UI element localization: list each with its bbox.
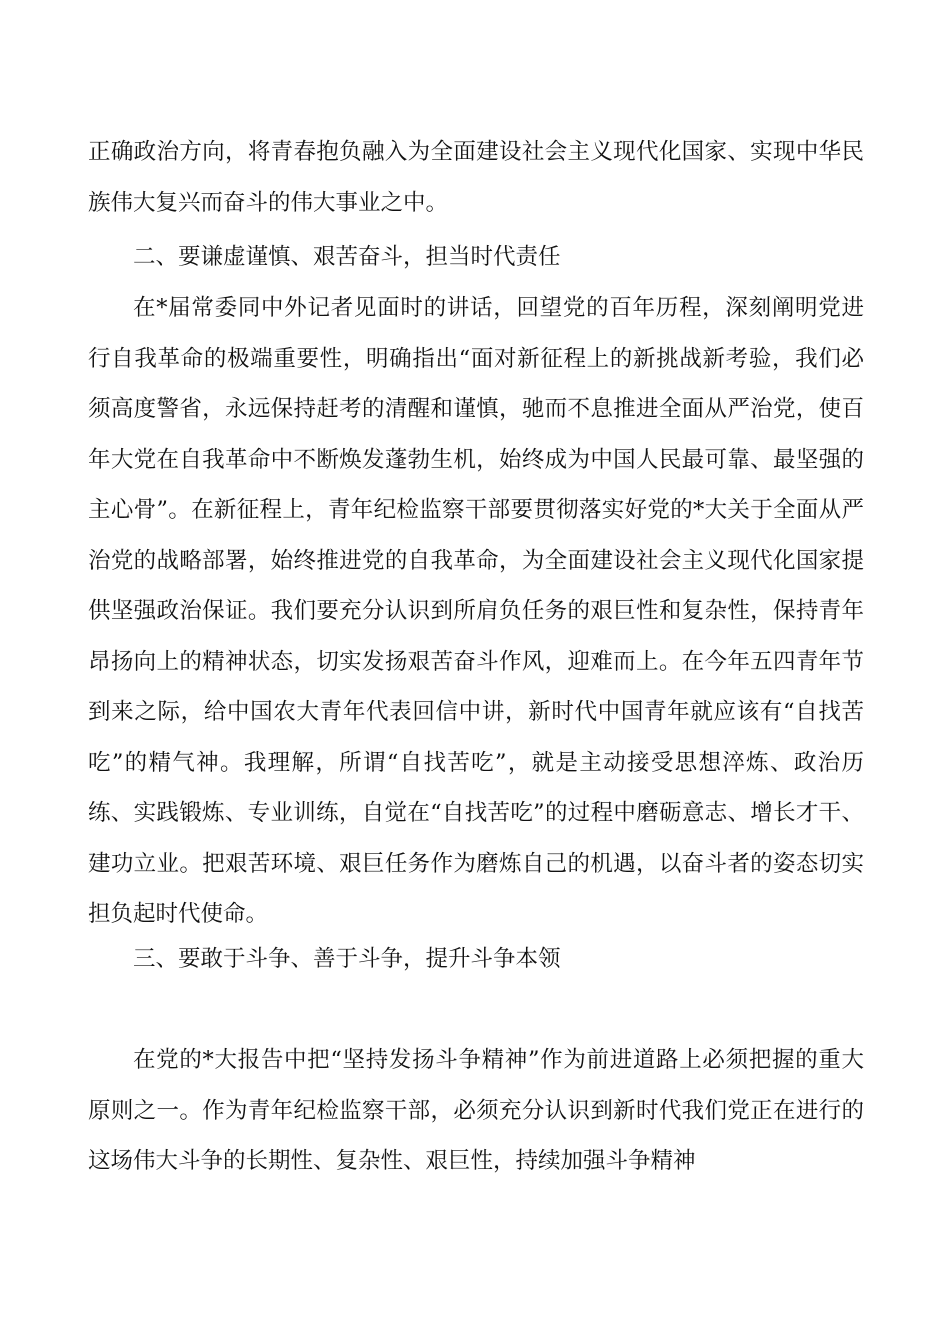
section-heading-3-wrapper [88,934,864,985]
continued-paragraph [88,127,864,228]
section-heading-2: 二、要谦虚谨慎、艰苦奋斗，担当时代责任 [133,244,561,270]
section-heading-2-wrapper [88,232,864,283]
paragraph-text: 在*届常委同中外记者见面时的讲话，回望党的百年历程，深刻阐明党进行自我革命的极端重要性，明确指出“面对新征程上的新挑战新考验，我们必须高度警省，永远保持赶考的清醒和谨慎，驰而不息推进全面从严治党，使百年大党在自我革命中不断焕发蓬勃生机，始终成为中国人民最可靠、最坚强的主心骨”。在新征程上，青年纪检监察干部要贯彻落实好党的*大关于全面从严治党的战略部署，始终推进党的自我革命，为全面建设社会主义现代化国家提供坚强政治保证。我们要充分认识到所肩负任务的艰巨性和复杂性，保持青年昂扬向上的精神状态，切实发扬艰苦奋斗作风，迎难而上。在今年五四青年节到来之际，给中国农大青年代表回信中讲，新时代中国青年就应该有“自找苦吃”的精气神。我理解，所谓“自找苦吃”，就是主动接受思想淬炼、政治历练、实践锻炼、专业训练，自觉在“自找苦吃”的过程中磨砺意志、增长才干、建功立业。把艰苦环境、艰巨任务作为磨炼自己的机遇，以奋斗者的姿态切实担负起时代使命。 [88,295,864,927]
paragraph-text: 在党的*大报告中把“坚持发扬斗争精神”作为前进道路上必须把握的重大原则之一。作为青年纪检监察干部，必须充分认识到新时代我们党正在进行的这场伟大斗争的长期性、复杂性、艰巨性，持续加强斗争精神 [88,1047,864,1174]
section-heading-3: 三、要敢于斗争、善于斗争，提升斗争本领 [133,946,561,972]
section-body-2 [88,283,864,940]
paragraph-text: 正确政治方向，将青春抱负融入为全面建设社会主义现代化国家、实现中华民族伟大复兴而奋斗的伟大事业之中。 [88,139,864,216]
section-body-3 [88,1035,864,1187]
